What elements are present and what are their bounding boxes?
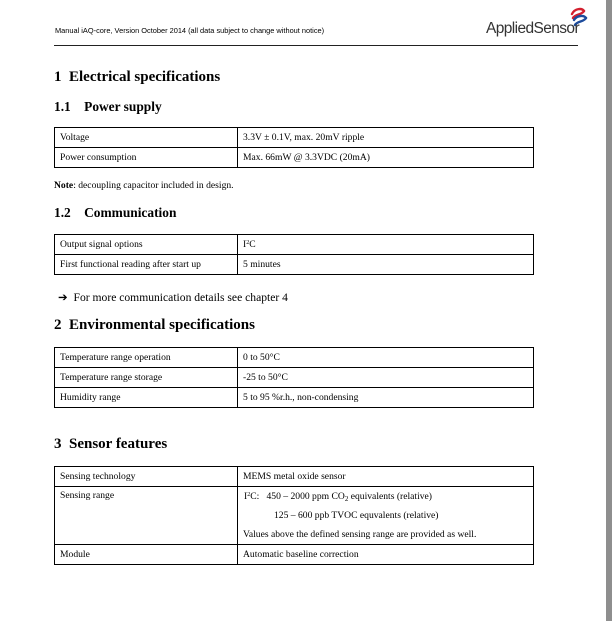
value-part: I [243, 239, 247, 250]
page-edge [606, 0, 612, 621]
brand-logo [486, 6, 592, 42]
section-3-heading [54, 436, 167, 453]
value-subscript: 2 [344, 495, 349, 503]
table-label: Temperature range storage [55, 368, 238, 388]
table-value: 0 to 50°C [238, 348, 534, 368]
value-part: C: [250, 491, 260, 502]
section-2-heading [54, 317, 255, 334]
table-value: Max. 66mW @ 3.3VDC (20mA) [238, 148, 534, 168]
chapter-reference [58, 290, 288, 304]
section-title: Sensor features [69, 436, 168, 452]
table-value [238, 235, 534, 255]
value-part: C [249, 239, 256, 250]
table-label: Module [55, 545, 238, 565]
arrow-right-icon: ➔ [58, 291, 68, 304]
environmental-table [54, 347, 534, 408]
table-label: Humidity range [55, 388, 238, 408]
section-number: 1 [54, 69, 62, 85]
table-value: MEMS metal oxide sensor [238, 467, 534, 487]
subsection-number: 1.2 [54, 205, 71, 220]
range-tvoc-line: 125 – 600 ppb TVOC equvalents (relative) [274, 510, 439, 521]
table-row [55, 235, 534, 255]
section-title: Environmental specifications [69, 317, 255, 333]
value-part: I [244, 491, 248, 502]
subsection-number: 1.1 [54, 99, 71, 114]
subsection-1-2-heading [54, 205, 176, 221]
table-label: Output signal options [55, 235, 238, 255]
decoupling-note [54, 180, 234, 191]
header-manual-text: Manual iAQ-core, Version October 2014 (all data subject to change without notice) [55, 26, 325, 35]
note-text: : decoupling capacitor included in design. [73, 180, 234, 191]
table-label: First functional reading after start up [55, 255, 238, 275]
table-label: Temperature range operation [55, 348, 238, 368]
table-row [55, 545, 534, 565]
communication-table [54, 234, 534, 275]
table-value: -25 to 50°C [238, 368, 534, 388]
section-number: 3 [54, 436, 62, 452]
subsection-title: Communication [84, 205, 177, 220]
power-supply-table [54, 127, 534, 168]
table-label: Sensing range [55, 487, 238, 545]
table-value: 3.3V ± 0.1V, max. 20mV ripple [238, 128, 534, 148]
value-superscript: 2 [247, 492, 251, 498]
table-value: 5 minutes [238, 255, 534, 275]
table-row [55, 128, 534, 148]
value-superscript: 2 [246, 240, 250, 246]
table-label: Voltage [55, 128, 238, 148]
table-value: Automatic baseline correction [238, 545, 534, 565]
table-label: Sensing technology [55, 467, 238, 487]
section-1-heading [54, 69, 220, 86]
range-co2-line [243, 487, 533, 506]
table-label: Power consumption [55, 148, 238, 168]
header-divider [54, 45, 578, 46]
table-row [55, 487, 534, 545]
table-value [238, 487, 534, 545]
table-row [55, 255, 534, 275]
subsection-title: Power supply [84, 99, 162, 114]
table-row [55, 388, 534, 408]
table-row [55, 148, 534, 168]
reference-text: For more communication details see chapter 4 [73, 291, 288, 304]
range-note-line: Values above the defined sensing range are provided as well. [243, 529, 477, 540]
value-part: 450 – 2000 ppm CO [266, 491, 345, 502]
table-value: 5 to 95 %r.h., non-condensing [238, 388, 534, 408]
sensor-features-table [54, 466, 534, 565]
section-number: 2 [54, 317, 62, 333]
value-part: equivalents (relative) [348, 491, 432, 502]
brand-name: AppliedSensor [486, 20, 580, 37]
section-title: Electrical specifications [69, 69, 221, 85]
table-row [55, 348, 534, 368]
note-label: Note [54, 180, 74, 191]
table-row [55, 368, 534, 388]
table-row [55, 467, 534, 487]
subsection-1-1-heading [54, 99, 162, 115]
